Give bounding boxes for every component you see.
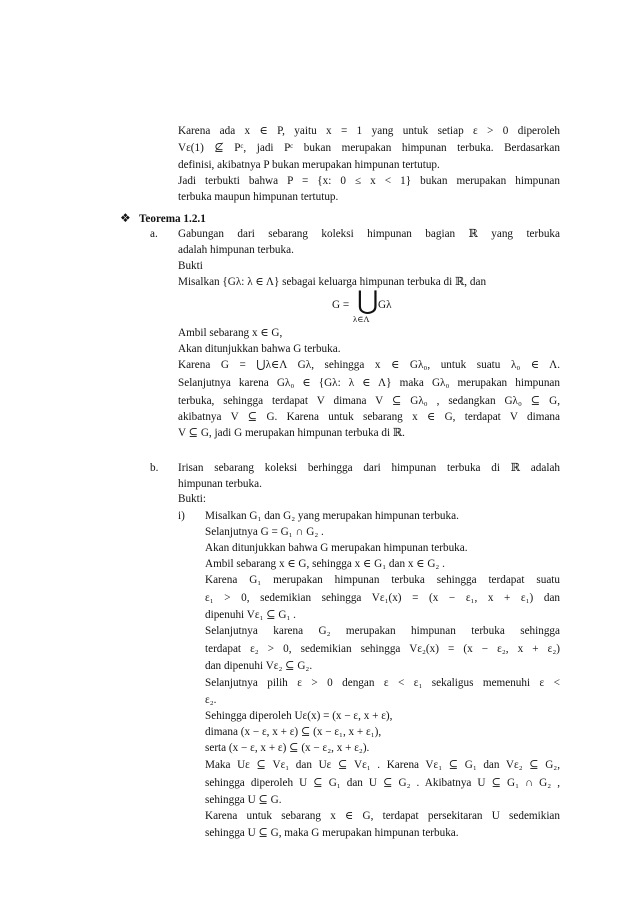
text-line: Misalkan {Gλ: λ ∈ Λ} sebagai keluarga himpunan terbuka di ℝ, dan xyxy=(178,276,487,288)
text-line: Akan ditunjukkan bahwa G merupakan himpunan terbuka. xyxy=(205,542,468,554)
text-line: Selanjutnya karena Gλ₀ ∈ {Gλ: λ ∈ Λ} maka Gλ₀ merupakan himpunan xyxy=(178,377,560,389)
text-line: dipenuhi Vε₁ ⊆ G₁ . xyxy=(205,609,296,621)
text-line: terbuka, sehingga terdapat V dimana V ⊆ Gλ₀ , sedangkan Gλ₀ ⊆ G, xyxy=(178,395,560,407)
text-line: Sehingga diperoleh Uε(x) = (x − ε, x + ε), xyxy=(205,710,393,722)
text-line: sehingga U ⊆ G, maka G merupakan himpunan terbuka. xyxy=(205,827,459,839)
text-line: Jadi terbukti bahwa P = {x: 0 ≤ x < 1} bukan merupakan himpunan xyxy=(178,175,560,187)
text-line: V ⊆ G, jadi G merupakan himpunan terbuka di ℝ. xyxy=(178,427,405,439)
text-line: akibatnya V ⊆ G. Karena untuk sebarang x ∈ G, terdapat V dimana xyxy=(178,411,560,423)
equation-subscript: λ∈Λ xyxy=(353,314,370,324)
text-line: Misalkan G₁ dan G₂ yang merupakan himpunan terbuka. xyxy=(205,510,459,522)
diamond-bullet-icon: ❖ xyxy=(120,211,131,225)
text-line: Vε(1) ⊈ Pᶜ, jadi Pᶜ bukan merupakan himpunan terbuka. Berdasarkan xyxy=(178,142,560,154)
equation-lhs: G = xyxy=(332,299,350,311)
text-line: Selanjutnya G = G₁ ∩ G₂ . xyxy=(205,526,324,538)
text-line: Gabungan dari sebarang koleksi himpunan bagian ℝ yang terbuka xyxy=(178,228,560,240)
text-line: serta (x − ε, x + ε) ⊆ (x − ε₂, x + ε₂). xyxy=(205,742,370,754)
text-line: Bukti: xyxy=(178,493,206,505)
text-line: Selanjutnya karena G₂ merupakan himpunan terbuka sehingga xyxy=(205,625,560,637)
big-union-icon: ⋃ xyxy=(357,286,379,316)
text-line: Karena ada x ∈ P, yaitu x = 1 yang untuk setiap ε > 0 diperoleh xyxy=(178,125,560,137)
text-line: dimana (x − ε, x + ε) ⊆ (x − ε₁, x + ε₁), xyxy=(205,726,382,738)
text-line: Maka Uε ⊆ Vε₁ dan Uε ⊆ Vε₁ . Karena Vε₁ ⊆ G₁ dan Vε₂ ⊆ G₂, xyxy=(205,759,560,771)
text-line: sehingga U ⊆ G. xyxy=(205,794,282,806)
text-line: Karena G = ⋃λ∈Λ Gλ, sehingga x ∈ Gλ₀, untuk suatu λ₀ ∈ Λ. xyxy=(178,359,560,371)
text-line: Irisan sebarang koleksi berhingga dari himpunan terbuka di ℝ adalah xyxy=(178,462,560,474)
text-line: ε₁ > 0, sedemikian sehingga Vε₁(x) = (x − ε₁, x + ε₁) dan xyxy=(205,592,560,604)
text-line: Ambil sebarang x ∈ G, sehingga x ∈ G₁ dan x ∈ G₂ . xyxy=(205,558,445,570)
list-marker-b: b. xyxy=(150,462,159,474)
text-line: Ambil sebarang x ∈ G, xyxy=(178,327,283,339)
text-line: himpunan terbuka. xyxy=(178,478,262,490)
list-marker-a: a. xyxy=(150,228,158,240)
text-line: Bukti xyxy=(178,260,203,272)
text-line: terbuka maupun himpunan tertutup. xyxy=(178,191,339,203)
text-line: dan dipenuhi Vε₂ ⊆ G₂. xyxy=(205,660,313,672)
text-line: terdapat ε₂ > 0, sedemikian sehingga Vε₂(x) = (x − ε₂, x + ε₂) xyxy=(205,643,560,655)
equation-term: Gλ xyxy=(378,299,392,311)
text-line: ε₂. xyxy=(205,694,217,706)
text-line: definisi, akibatnya P bukan merupakan himpunan tertutup. xyxy=(178,159,440,171)
list-marker-i: i) xyxy=(178,510,185,522)
text-line: Karena G₁ merupakan himpunan terbuka sehingga terdapat suatu xyxy=(205,574,560,586)
theorem-title: Teorema 1.2.1 xyxy=(139,213,206,225)
text-line: sehingga diperoleh U ⊆ G₁ dan U ⊆ G₂ . Akibatnya U ⊆ G₁ ∩ G₂ , xyxy=(205,777,560,789)
text-line: Selanjutnya pilih ε > 0 dengan ε < ε₁ sekaligus memenuhi ε < xyxy=(205,677,560,689)
text-line: adalah himpunan terbuka. xyxy=(178,244,294,256)
text-line: Karena untuk sebarang x ∈ G, terdapat persekitaran U sedemikian xyxy=(205,810,560,822)
text-line: Akan ditunjukkan bahwa G terbuka. xyxy=(178,343,341,355)
